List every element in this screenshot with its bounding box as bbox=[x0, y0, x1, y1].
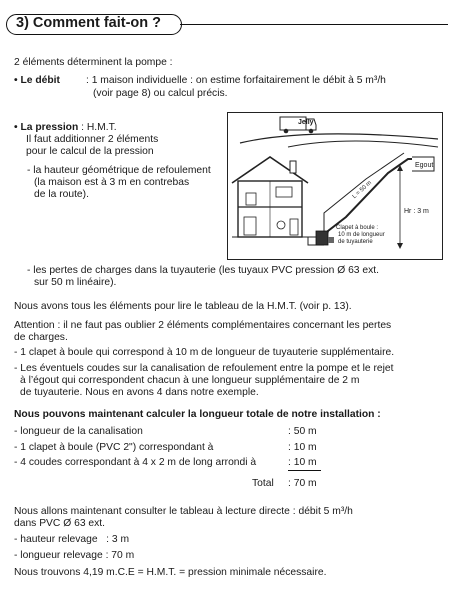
debit-label: • Le débit bbox=[14, 75, 60, 86]
pertes-line-2: sur 50 m linéaire). bbox=[34, 277, 117, 288]
paragraph-4c: de tuyauterie. Nous en avons 4 dans notre exemple. bbox=[20, 387, 259, 398]
calc-row-3-value: : 10 m bbox=[288, 457, 321, 471]
pump-icon bbox=[316, 231, 334, 245]
hauteur-line-3: de la route). bbox=[34, 189, 89, 200]
pression-label: • La pression bbox=[14, 122, 79, 133]
paragraph-1: Nous avons tous les éléments pour lire le tableau de la H.M.T. (voir p. 13). bbox=[14, 301, 352, 312]
calc-heading: Nous pouvons maintenant calculer la longueur totale de notre installation : bbox=[14, 409, 381, 420]
paragraph-3: - 1 clapet à boule qui correspond à 10 m de longueur de tuyauterie supplémentaire. bbox=[14, 347, 395, 358]
house-icon bbox=[232, 157, 308, 237]
egout-label: Egout bbox=[415, 162, 434, 169]
intro-text: 2 éléments déterminent la pompe : bbox=[14, 57, 173, 68]
debit-line-2: (voir page 8) ou calcul précis. bbox=[93, 88, 228, 99]
pression-line-1: Il faut additionner 2 éléments bbox=[26, 134, 159, 145]
pipe-length-label: L = 50 m bbox=[351, 180, 373, 201]
truck-label: Jelly bbox=[298, 119, 314, 126]
pertes-line-1: - les pertes de charges dans la tuyauterie (les tuyaux PVC pression Ø 63 ext. bbox=[27, 265, 379, 276]
final-line-3: - hauteur relevage : 3 m bbox=[14, 534, 130, 545]
pression-line-2: pour le calcul de la pression bbox=[26, 146, 154, 157]
height-label: Hr : 3 m bbox=[404, 208, 429, 215]
clapet-note-3: de tuyauterie bbox=[338, 239, 373, 245]
paragraph-2b: de charges. bbox=[14, 332, 68, 343]
debit-line-1: : 1 maison individuelle : on estime forfaitairement le débit à 5 m³/h bbox=[86, 75, 386, 86]
hauteur-line-1: - la hauteur géométrique de refoulement bbox=[27, 165, 211, 176]
calc-row-2-value: : 10 m bbox=[288, 442, 317, 453]
installation-illustration bbox=[228, 113, 442, 259]
section-title: 3) Comment fait-on ? bbox=[16, 15, 161, 31]
pression-label-value: : H.M.T. bbox=[78, 122, 117, 133]
section-rule bbox=[180, 24, 448, 25]
final-line-4: - longueur relevage : 70 m bbox=[14, 550, 135, 561]
installation-diagram bbox=[227, 112, 443, 260]
calc-row-3-label: - 4 coudes correspondant à 4 x 2 m de long arrondi à bbox=[14, 457, 257, 468]
final-line-5: Nous trouvons 4,19 m.C.E = H.M.T. = pression minimale nécessaire. bbox=[14, 567, 327, 578]
paragraph-2a: Attention : il ne faut pas oublier 2 éléments complémentaires concernant les pertes bbox=[14, 320, 392, 331]
paragraph-4a: - Les éventuels coudes sur la canalisation de refoulement entre la pompe et le rejet bbox=[14, 363, 394, 374]
pression-heading bbox=[14, 122, 117, 134]
final-line-2: dans PVC Ø 63 ext. bbox=[14, 518, 106, 529]
hauteur-line-2: (la maison est à 3 m en contrebas bbox=[34, 177, 190, 188]
clapet-note-2: 10 m de longueur bbox=[338, 232, 385, 238]
calc-row-1-label: - longueur de la canalisation bbox=[14, 426, 143, 437]
calc-row-1-value: : 50 m bbox=[288, 426, 317, 437]
calc-row-2-label: - 1 clapet à boule (PVC 2") correspondant à bbox=[14, 442, 214, 453]
calc-total-value: : 70 m bbox=[288, 478, 317, 489]
final-line-1: Nous allons maintenant consulter le tableau à lecture directe : débit 5 m³/h bbox=[14, 506, 353, 517]
paragraph-4b: à l’égout qui correspondent chacun à une longueur supplémentaire de 2 m bbox=[20, 375, 360, 386]
clapet-note-1: Clapet à boule : bbox=[336, 225, 379, 231]
calc-total-label: Total bbox=[252, 478, 274, 489]
